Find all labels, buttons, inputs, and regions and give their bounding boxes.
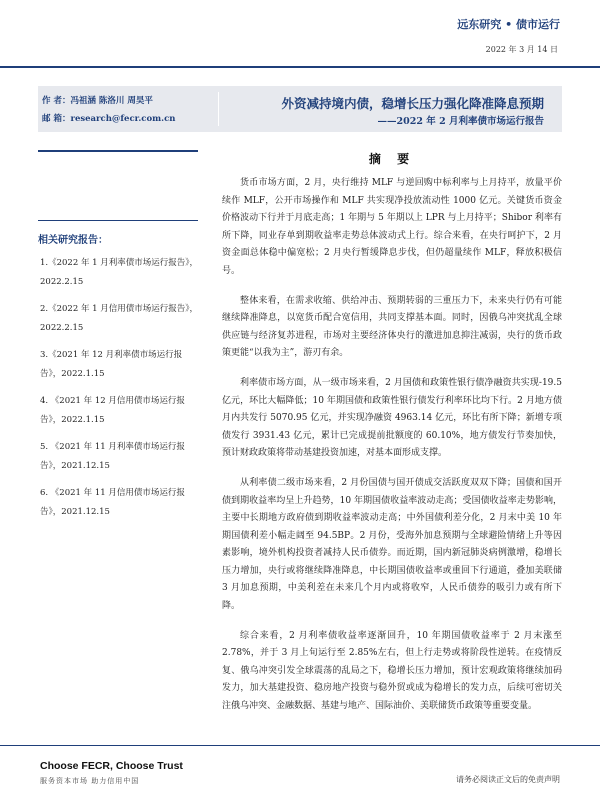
footer-slogan: 服务资本市场 助力信用中国 (40, 777, 140, 785)
sidebar-top-rule (38, 150, 198, 152)
related-reports-list (38, 254, 198, 522)
summary-section (222, 150, 562, 728)
header-brand: 远东研究 • 债市运行 (457, 18, 560, 31)
footer-brand: Choose FECR, Choose Trust (40, 760, 183, 772)
related-reports-sidebar (38, 150, 198, 530)
sidebar-heading-rule (38, 220, 198, 221)
summary-paragraph: 货币市场方面，2 月，央行维持 MLF 与逆回购中标利率与上月持平，放量平价续作 MLF，公开市场操作和 MLF 共实现净投放流动性 1000 亿元。关键货币资金价格波动下行并于月底走高；1 年期与 5 年期以上 LPR 与上月持平；Shibor 利率有所下降，同业存单到期收益率走势总体波动式上行。综合来看，在央行呵护下，2 月资金面总体稳中偏宽松；2 月央行暂缓降息步伐，但仍超量续作 MLF，释放积极信号。 (222, 178, 562, 276)
report-title: 外资减持境内债，稳增长压力强化降准降息预期 (281, 96, 544, 111)
sidebar-heading: 相关研究报告： (38, 235, 108, 246)
related-report-link[interactable]: 4. 《2021 年 12 月信用债市场运行报告》，2022.1.15 (40, 396, 185, 425)
related-report-link[interactable]: 5. 《2021 年 11 月利率债市场运行报告》，2021.12.15 (40, 442, 185, 471)
banner-divider (218, 92, 219, 126)
report-date: 2022 年 3 月 14 日 (485, 45, 558, 54)
related-report-link[interactable]: 1.《2022 年 1 月利率债市场运行报告》，2022.2.15 (40, 258, 199, 287)
authors: 作 者：冯祖涵 陈洛川 周昊平 (42, 96, 153, 106)
disclaimer-note: 请务必阅读正文后的免责声明 (456, 775, 560, 784)
email: 邮 箱：research@fecr.com.cn (42, 114, 176, 124)
summary-paragraph: 利率债市场方面，从一级市场来看，2 月国债和政策性银行债净融资共实现-19.5 亿元，环比大幅降低；10 年期国债和政策性银行债发行利率环比均下行。2 月地方债月内共发行 5070.95 亿元，并实现净融资 4963.14 亿元，环比有所下降；新增专项债发行 3931.43 亿元，累计已完成提前批额度的 60.10%，地方债发行节奏加快，预计财政政策将带动基建投资加速，对基本面形成支撑。 (222, 377, 562, 459)
summary-paragraph: 综合来看，2 月利率债收益率逐渐回升，10 年期国债收益率于 2 月末涨至 2.78%，并于 3 月上旬运行至 2.85%左右，但上行走势或将阶段性逆转。在疫情反复、俄乌冲突引发全球震荡的乱局之下，稳增长压力增加，预计宏观政策将继续加码发力，加大基建投资、稳房地产投资与稳外贸或成为稳增长的发力点，后续可密切关注俄乌冲突、金融数据、基建与地产、国际油价、美联储货币政策等重要变量。 (222, 630, 562, 712)
title-banner (38, 86, 562, 132)
summary-paragraph: 整体来看，在需求收缩、供给冲击、预期转弱的三重压力下，未来央行仍有可能继续降准降息，以宽货币配合宽信用，共同支撑基本面。同时，因俄乌冲突扰乱全球供应链与经济复苏进程，市场对主要经济体央行的激进加息抑注减弱，央行的货币政策更能“以我为主”，游刃有余。 (222, 295, 562, 359)
summary-heading: 摘 要 (368, 152, 416, 166)
header-divider (0, 66, 600, 68)
related-report-link[interactable]: 3.《2021 年 12 月利率债市场运行报告》，2022.1.15 (40, 350, 183, 379)
related-report-link[interactable]: 2.《2022 年 1 月信用债市场运行报告》，2022.2.15 (40, 304, 199, 333)
summary-paragraph: 从利率债二级市场来看，2 月份国债与国开债成交活跃度双双下降；国债和国开债到期收益率均呈上升趋势，10 年期国债收益率波动走高；受国债收益率走势影响，主要中长期地方政府债到期收益率波动走高；中外国债利差分化，2 月末中美 10 年期国债利差小幅走阔至 94.5BP。2 月份，受海外加息预期与全球避险情绪上升等因素影响，境外机构投资者减持人民币债券。而近期，国内新冠肺炎病例激增，稳增长压力增加，央行或将继续降准降息，中长期国债收益率或重回下行通道，叠加美联储 3 月加息预期，中美利差在未来几个月内或将收窄，人民币债券的吸引力或有所下降。 (222, 477, 562, 612)
related-report-link[interactable]: 6. 《2021 年 11 月信用债市场运行报告》，2021.12.15 (40, 488, 185, 517)
report-subtitle: ——2022 年 2 月利率债市场运行报告 (377, 116, 544, 127)
footer-divider (0, 745, 600, 746)
